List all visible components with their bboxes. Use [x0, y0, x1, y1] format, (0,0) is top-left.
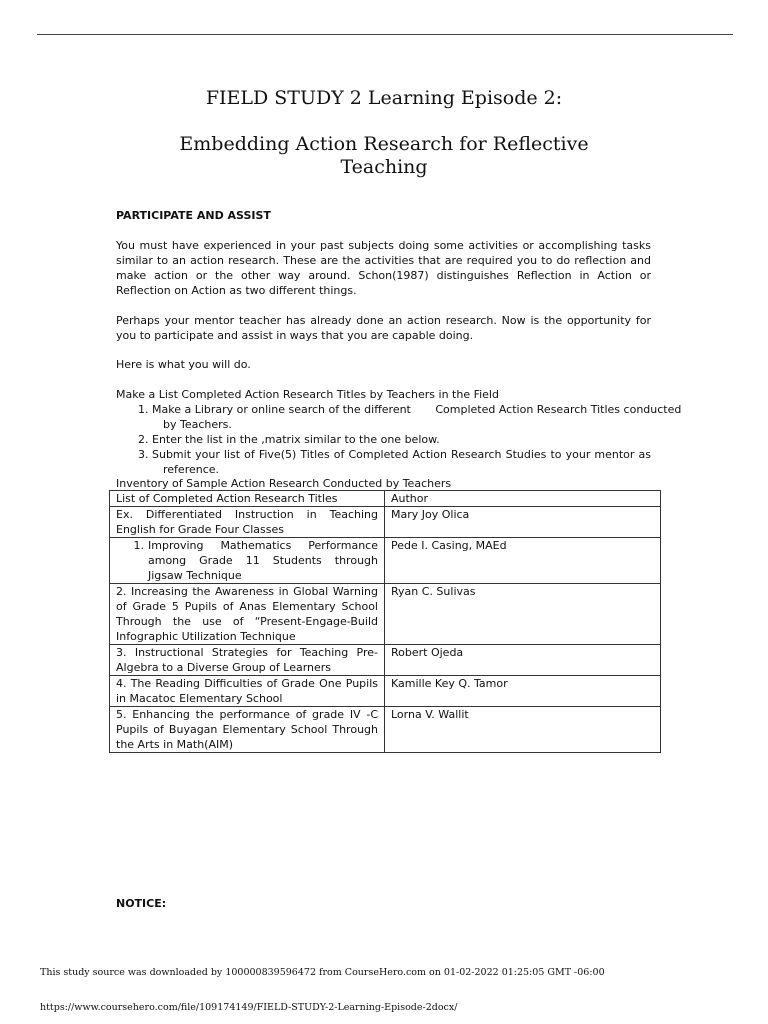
step-number: 1. [138, 403, 149, 416]
section-heading: PARTICIPATE AND ASSIST [116, 209, 271, 222]
author-cell: Lorna V. Wallit [385, 707, 661, 753]
research-title-cell [110, 538, 385, 584]
table-row [110, 538, 661, 584]
download-notice: This study source was downloaded by 100000839596472 from CourseHero.com on 01-02-2022 01:25:05 GMT -06:00 [40, 967, 605, 978]
step-text: Enter the list in the ,matrix similar to the one below. [152, 433, 440, 446]
paragraph-mentor: Perhaps your mentor teacher has already done an action research. Now is the opportunity for you to participate and assist in ways that you are capable doing. [116, 314, 651, 342]
step-item [138, 432, 651, 447]
title-number: 1. [133, 539, 144, 552]
document-title-line1: FIELD STUDY 2 Learning Episode 2: [205, 87, 563, 109]
table-row [110, 584, 661, 645]
author-cell: Pede I. Casing, MAEd [385, 538, 661, 584]
research-title-cell: Ex. Differentiated Instruction in Teaching English for Grade Four Classes [110, 507, 385, 538]
title-text: Improving Mathematics Performance among Grade 11 Students through Jigsaw Technique [148, 539, 378, 582]
step-text-continued: reference. [163, 463, 220, 476]
source-url-link[interactable]: https://www.coursehero.com/file/109174149/FIELD-STUDY-2-Learning-Episode-2docx/ [40, 1002, 458, 1013]
list-intro: Make a List Completed Action Research Titles by Teachers in the Field [116, 388, 499, 401]
table-header-row [110, 491, 661, 507]
table-row [110, 645, 661, 676]
top-divider [37, 34, 733, 35]
paragraph-intro: You must have experienced in your past subjects doing some activities or accomplishing tasks similar to an action research. These are the activities that are required you to do reflection and make action or the other way around. Schon(1987) distinguishes Reflection in Action or Reflection on Action as two different things. [116, 239, 651, 297]
step-number: 2. [138, 433, 149, 446]
step-number: 3. [138, 448, 149, 461]
research-title-cell: 5. Enhancing the performance of grade IV -C Pupils of Buyagan Elementary School Through the Arts in Math(AIM) [110, 707, 385, 753]
step-item [138, 402, 682, 432]
author-cell: Ryan C. Sulivas [385, 584, 661, 645]
document-subtitle-line1: Embedding Action Research for Reflective [179, 133, 589, 155]
step-text: Make a Library or online search of the different Completed Action Research Titles conducted [152, 403, 682, 416]
table-row [110, 507, 661, 538]
paragraph-instructions: Here is what you will do. [116, 358, 251, 371]
research-title-cell: 2. Increasing the Awareness in Global Warning of Grade 5 Pupils of Anas Elementary School Through the use of “Present-Engage-Build Infographic Utilization Technique [110, 584, 385, 645]
author-cell: Robert Ojeda [385, 645, 661, 676]
table-row [110, 676, 661, 707]
table-header-author: Author [385, 491, 661, 507]
step-text: Submit your list of Five(5) Titles of Completed Action Research Studies to your mentor as [152, 448, 651, 461]
document-subtitle [80, 133, 688, 179]
document-subtitle-line2: Teaching [340, 156, 428, 178]
author-cell: Kamille Key Q. Tamor [385, 676, 661, 707]
notice-heading: NOTICE: [116, 897, 167, 910]
step-text-continued: by Teachers. [163, 418, 232, 431]
table-caption: Inventory of Sample Action Research Conducted by Teachers [116, 477, 452, 490]
author-cell: Mary Joy Olica [385, 507, 661, 538]
research-inventory-table [109, 490, 661, 753]
research-title-cell: 4. The Reading Difficulties of Grade One Pupils in Macatoc Elementary School [110, 676, 385, 707]
step-item [138, 447, 651, 477]
table-header-titles: List of Completed Action Research Titles [110, 491, 385, 507]
research-title-cell: 3. Instructional Strategies for Teaching Pre-Algebra to a Diverse Group of Learners [110, 645, 385, 676]
table-row [110, 707, 661, 753]
